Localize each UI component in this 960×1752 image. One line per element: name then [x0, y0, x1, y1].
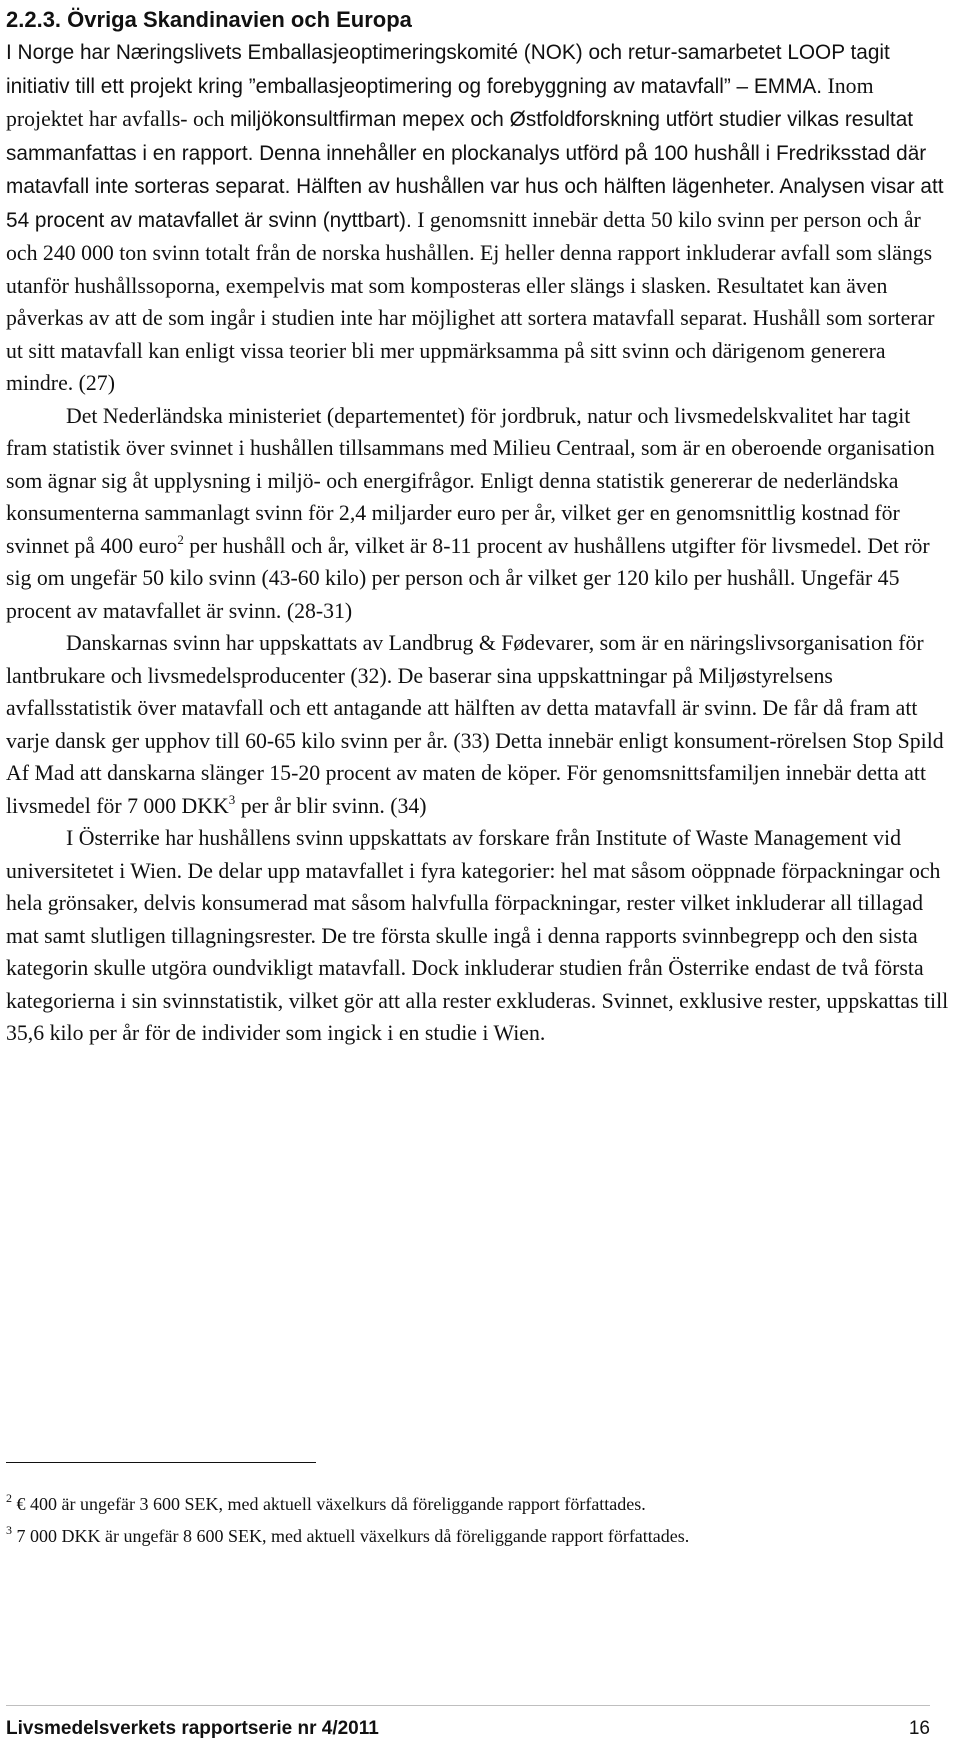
footnote-number: 2: [6, 1491, 12, 1505]
footnote-number: 3: [6, 1523, 12, 1537]
footnote-3: [6, 1520, 954, 1552]
report-series: Livsmedelsverkets rapportserie nr 4/2011: [6, 1718, 379, 1739]
paragraph-netherlands-text-a: Det Nederländska ministeriet (departementet) för jordbruk, natur och livsmedelskvalitet har tagit fram statistik över svinnet i hushållen tillsammans med Milieu Centraal, som är en oberoende organisation som ägnar sig åt upplysning i miljö- och energifrågor. Enligt denna statistik genererar de nederländska konsumenterna sammanlagt svinn för 2,4 miljarder euro per år, vilket ger en genomsnittlig kostnad för svinnet på 400 euro: [6, 403, 935, 558]
paragraph-norway-part3: miljökonsultfirman mepex och Østfoldforskning utfört studier vilkas resultat sammanfattas i en rapport. Denna innehåller en plockanalys utförd på 100 hushåll i Fredriksstad där matavfall inte sorteras separat. Hälften av hushållen var hus och hälften lägenheter. Analysen visar att 54 procent av matavfallet är svinn (nyttbart).: [6, 108, 944, 232]
page-number: 16: [908, 1718, 930, 1739]
footnote-ref-3[interactable]: 3: [228, 791, 236, 807]
paragraph-norway-part4: I genomsnitt innebär detta 50 kilo svinn per person och år och 240 000 ton svinn totalt från de norska hushållen. Ej heller denna rapport inkluderar avfall som slängs utanför hushållssoporna, exempelvis mat som komposteras eller slängs i slasken. Resultatet kan även påverkas av att de som ingår i studien inte har möjlighet att sortera matavfall separat. Hushåll som sorterar ut sitt matavfall kan enligt vissa teorier bli mer uppmärksamma på sitt svinn och därigenom generera mindre. (27): [6, 207, 935, 395]
footnote-separator: [6, 1462, 316, 1463]
footnote-ref-2[interactable]: 2: [177, 531, 184, 547]
page-footer: [6, 1705, 930, 1739]
paragraph-denmark-text-a: Danskarnas svinn har uppskattats av Landbrug & Fødevarer, som är en näringslivsorganisation för lantbrukare och livsmedelsproducenter (32). De baserar sina uppskattningar på Miljøstyrelsens avfallsstatistik över matavfall och ett antagande att hälften av detta matavfall är svinn. De får då fram att varje dansk ger upphov till 60-65 kilo svinn per år. (33) Detta innebär enligt konsument-rörelsen Stop Spild Af Mad att danskarna slänger 15-20 procent av maten de köper. För genomsnittsfamiljen innebär detta att livsmedel för 7 000 DKK: [6, 631, 944, 818]
paragraph-norway-part2: Inom projektet har avfalls- och: [6, 73, 874, 131]
paragraph-norway-part1: I Norge har Næringslivets Emballasjeoptimeringskomité (NOK) och retur-samarbetet LOOP tagit initiativ till ett projekt kring ”emballasjeoptimering og forebyggning av matavfall” – EMMA.: [6, 41, 890, 98]
paragraph-denmark-text-b: per år blir svinn. (34): [235, 793, 427, 818]
section-heading: 2.2.3. Övriga Skandinavien och Europa: [6, 7, 412, 32]
paragraph-norway: [6, 36, 954, 400]
body-text: [6, 36, 954, 1050]
footnote-2: [6, 1488, 954, 1520]
paragraph-austria: I Österrike har hushållens svinn uppskattats av forskare från Institute of Waste Management vid universitetet i Wien. De delar upp matavfallet i fyra kategorier: hel mat såsom oöppnade förpackningar och hela grönsaker, delvis konsumerad mat såsom halvfulla förpackningar, rester vilket inkluderar all tillagad mat samt slutligen tillagningsrester. De tre första skulle ingå i denna rapports svinnbegrepp och den sista kategorin skulle utgöra oundvikligt matavfall. Dock inkluderar studien från Österrike endast de två första kategorierna i sin svinnstatistik, vilket gör att alla rester exkluderas. Svinnet, exklusive rester, uppskattas till 35,6 kilo per år för de individer som ingick i en studie i Wien.: [6, 826, 949, 1045]
footnotes: [6, 1488, 954, 1552]
paragraph-netherlands: [6, 400, 954, 628]
footnote-text: € 400 är ungefär 3 600 SEK, med aktuell växelkurs då föreliggande rapport författades.: [12, 1494, 646, 1514]
paragraph-denmark: [6, 627, 954, 822]
paragraph-netherlands-text-b: per hushåll och år, vilket är 8-11 procent av hushållens utgifter för livsmedel. Det rör sig om ungefär 50 kilo svinn (43-60 kilo) per person och år vilket ger 120 kilo per hushåll. Ungefär 45 procent av matavfallet är svinn. (28-31): [6, 533, 930, 623]
footnote-text: 7 000 DKK är ungefär 8 600 SEK, med aktuell växelkurs då föreliggande rapport författades.: [12, 1526, 690, 1546]
